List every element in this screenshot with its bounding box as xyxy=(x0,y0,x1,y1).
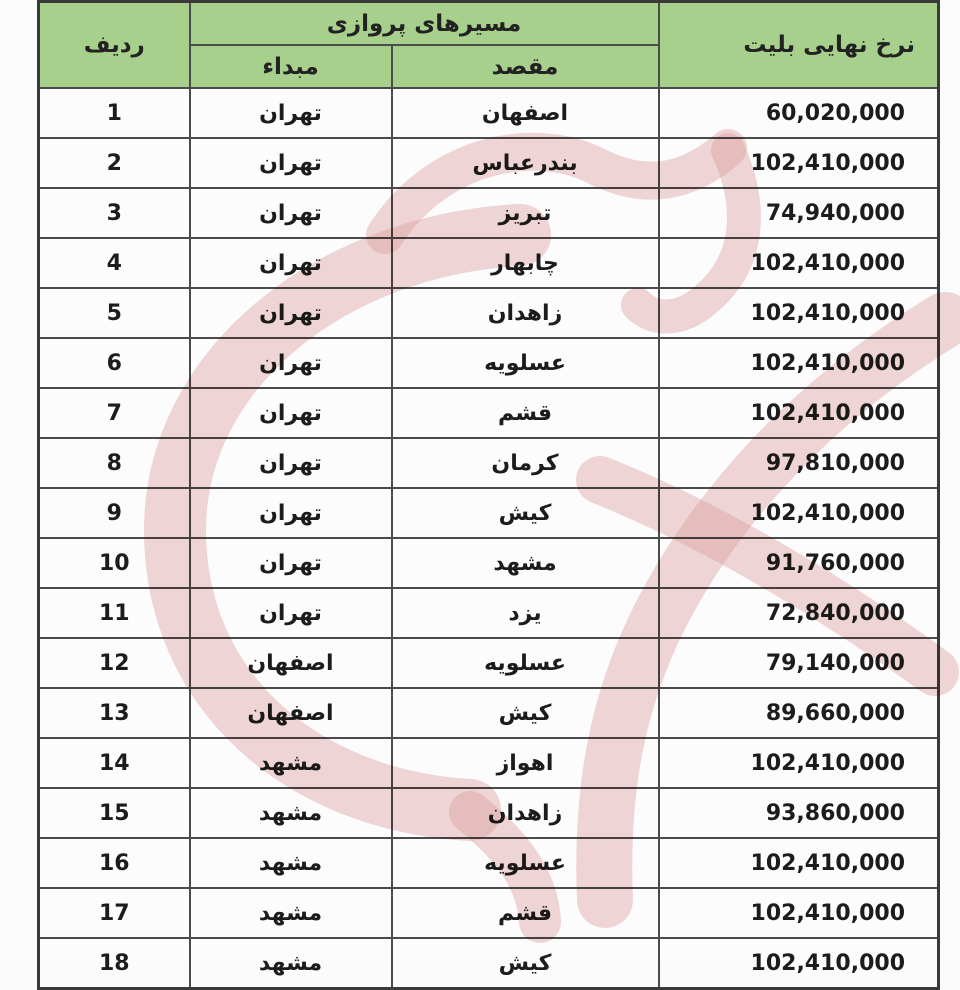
table-row xyxy=(39,838,939,888)
row-number-cell: 1 xyxy=(39,88,190,138)
origin-cell: تهران xyxy=(190,588,392,638)
table-row xyxy=(39,138,939,188)
table-row xyxy=(39,238,939,288)
row-number-cell: 17 xyxy=(39,888,190,938)
destination-cell: تبریز xyxy=(392,188,659,238)
origin-cell: تهران xyxy=(190,238,392,288)
origin-cell: تهران xyxy=(190,88,392,138)
price-cell: 89,660,000 xyxy=(659,688,939,738)
table-row xyxy=(39,738,939,788)
row-number-cell: 5 xyxy=(39,288,190,338)
destination-cell: زاهدان xyxy=(392,288,659,338)
table-row xyxy=(39,388,939,438)
row-number-cell: 14 xyxy=(39,738,190,788)
header-price: نرخ نهایی بلیت xyxy=(659,2,939,89)
row-number-cell: 3 xyxy=(39,188,190,238)
origin-cell: مشهد xyxy=(190,938,392,989)
table-row xyxy=(39,288,939,338)
destination-cell: قشم xyxy=(392,888,659,938)
row-number-cell: 7 xyxy=(39,388,190,438)
row-number-cell: 11 xyxy=(39,588,190,638)
row-number-cell: 15 xyxy=(39,788,190,838)
origin-cell: تهران xyxy=(190,288,392,338)
destination-cell: کیش xyxy=(392,938,659,989)
row-number-cell: 9 xyxy=(39,488,190,538)
destination-cell: عسلویه xyxy=(392,338,659,388)
table-row xyxy=(39,338,939,388)
header-origin: مبداء xyxy=(190,45,392,88)
price-cell: 102,410,000 xyxy=(659,488,939,538)
destination-cell: بندرعباس xyxy=(392,138,659,188)
row-number-cell: 16 xyxy=(39,838,190,888)
destination-cell: کیش xyxy=(392,688,659,738)
origin-cell: مشهد xyxy=(190,888,392,938)
table-row xyxy=(39,88,939,138)
row-number-cell: 8 xyxy=(39,438,190,488)
destination-cell: کرمان xyxy=(392,438,659,488)
row-number-cell: 10 xyxy=(39,538,190,588)
origin-cell: تهران xyxy=(190,538,392,588)
destination-cell: عسلویه xyxy=(392,838,659,888)
table-body xyxy=(39,88,939,989)
destination-cell: کیش xyxy=(392,488,659,538)
table-row xyxy=(39,438,939,488)
destination-cell: چابهار xyxy=(392,238,659,288)
origin-cell: تهران xyxy=(190,188,392,238)
row-number-cell: 2 xyxy=(39,138,190,188)
table-row xyxy=(39,688,939,738)
origin-cell: مشهد xyxy=(190,738,392,788)
price-cell: 79,140,000 xyxy=(659,638,939,688)
price-cell: 102,410,000 xyxy=(659,838,939,888)
price-cell: 97,810,000 xyxy=(659,438,939,488)
table-row xyxy=(39,488,939,538)
price-cell: 102,410,000 xyxy=(659,238,939,288)
table-row xyxy=(39,588,939,638)
destination-cell: عسلویه xyxy=(392,638,659,688)
header-destination: مقصد xyxy=(392,45,659,88)
price-cell: 102,410,000 xyxy=(659,738,939,788)
row-number-cell: 13 xyxy=(39,688,190,738)
origin-cell: تهران xyxy=(190,138,392,188)
flight-price-table xyxy=(37,0,940,990)
table-row xyxy=(39,888,939,938)
origin-cell: اصفهان xyxy=(190,688,392,738)
price-cell: 102,410,000 xyxy=(659,888,939,938)
origin-cell: تهران xyxy=(190,388,392,438)
destination-cell: قشم xyxy=(392,388,659,438)
origin-cell: تهران xyxy=(190,338,392,388)
row-number-cell: 18 xyxy=(39,938,190,989)
row-number-cell: 12 xyxy=(39,638,190,688)
header-row-top xyxy=(39,2,939,46)
price-cell: 102,410,000 xyxy=(659,288,939,338)
price-cell: 74,940,000 xyxy=(659,188,939,238)
origin-cell: اصفهان xyxy=(190,638,392,688)
origin-cell: تهران xyxy=(190,488,392,538)
destination-cell: مشهد xyxy=(392,538,659,588)
header-row-number: ردیف xyxy=(39,2,190,89)
destination-cell: اهواز xyxy=(392,738,659,788)
origin-cell: تهران xyxy=(190,438,392,488)
row-number-cell: 4 xyxy=(39,238,190,288)
price-cell: 102,410,000 xyxy=(659,138,939,188)
origin-cell: مشهد xyxy=(190,788,392,838)
table-row xyxy=(39,938,939,989)
table-row xyxy=(39,188,939,238)
price-cell: 60,020,000 xyxy=(659,88,939,138)
price-cell: 93,860,000 xyxy=(659,788,939,838)
price-cell: 102,410,000 xyxy=(659,338,939,388)
price-cell: 91,760,000 xyxy=(659,538,939,588)
table-row xyxy=(39,788,939,838)
destination-cell: زاهدان xyxy=(392,788,659,838)
destination-cell: یزد xyxy=(392,588,659,638)
table-header xyxy=(39,2,939,89)
price-cell: 102,410,000 xyxy=(659,938,939,989)
destination-cell: اصفهان xyxy=(392,88,659,138)
price-cell: 102,410,000 xyxy=(659,388,939,438)
table-row xyxy=(39,538,939,588)
origin-cell: مشهد xyxy=(190,838,392,888)
row-number-cell: 6 xyxy=(39,338,190,388)
price-cell: 72,840,000 xyxy=(659,588,939,638)
table-row xyxy=(39,638,939,688)
header-routes-group: مسیرهای پروازی xyxy=(190,2,659,46)
